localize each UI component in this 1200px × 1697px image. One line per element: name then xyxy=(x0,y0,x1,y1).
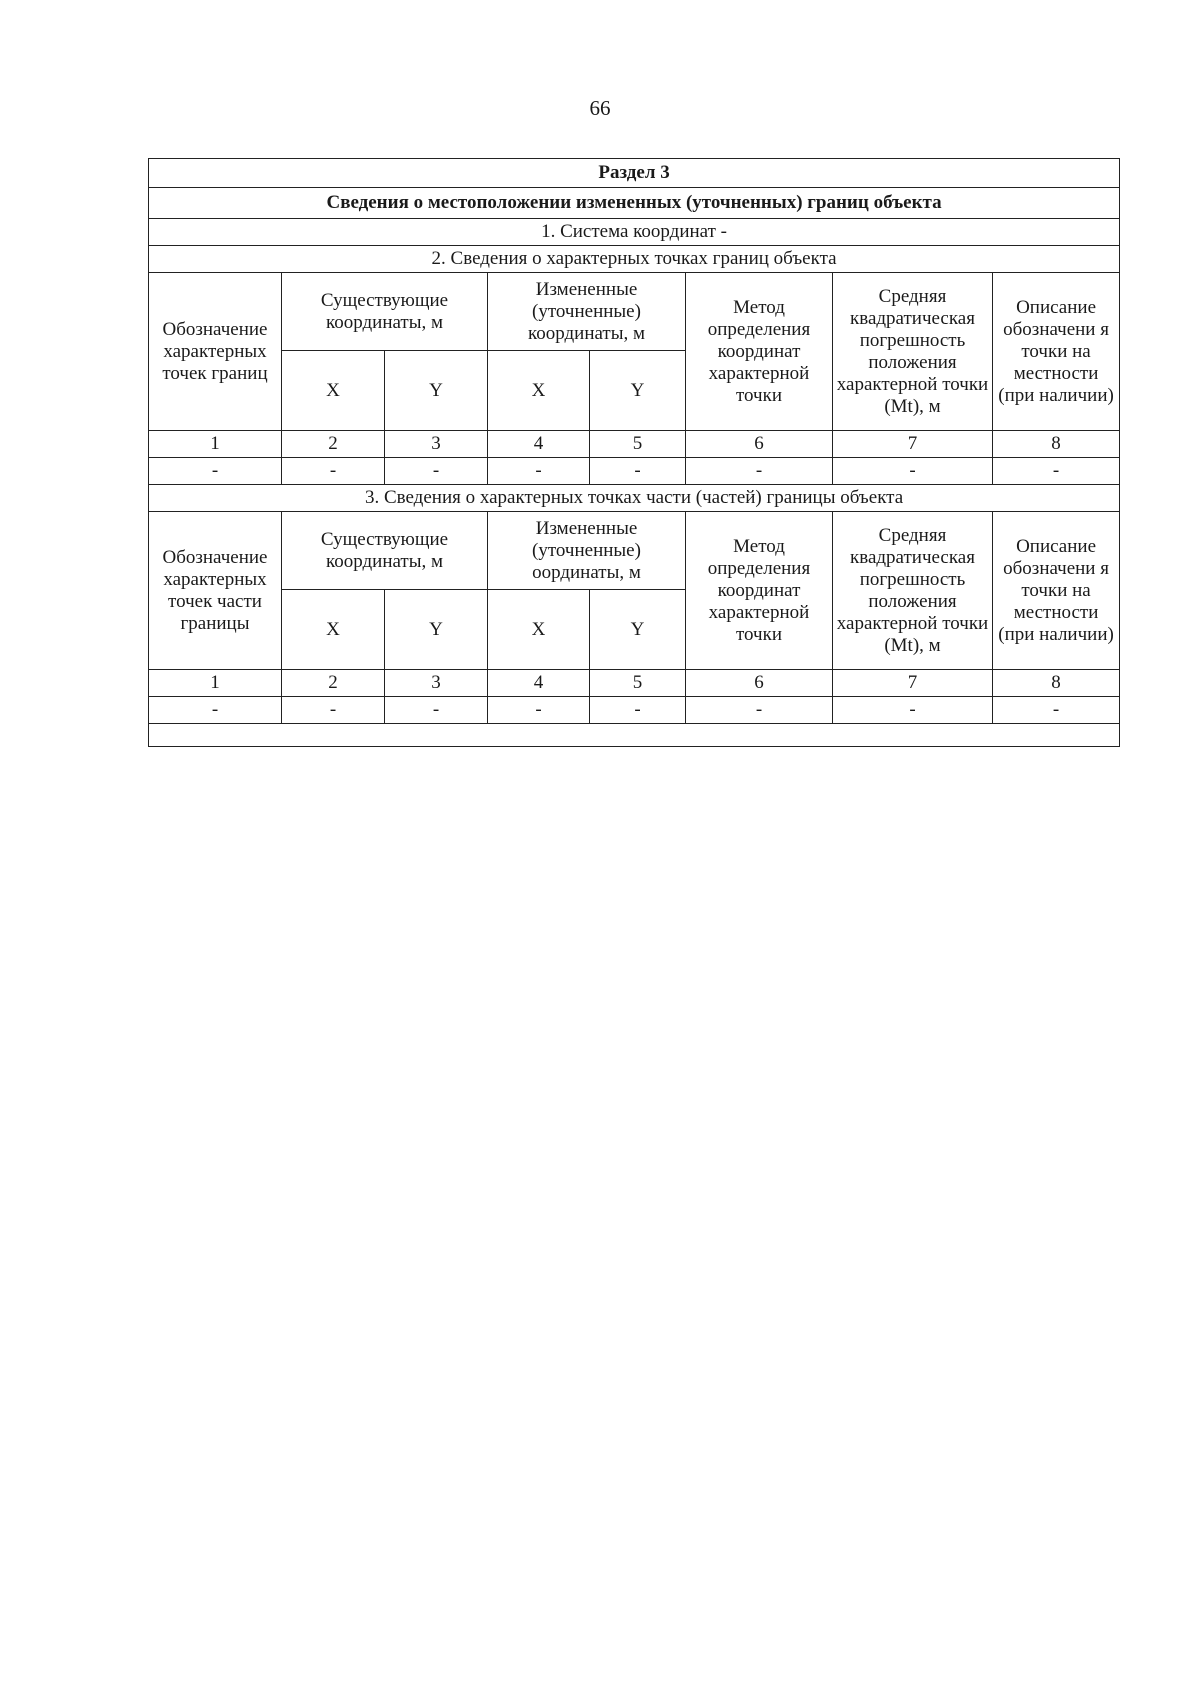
table-cell: - xyxy=(488,697,590,724)
table-cell: 5 xyxy=(590,670,686,697)
table-cell: 1 xyxy=(149,431,282,458)
part2-col-error: Средняя квадратическая погрешность положения характерной точки (Mt), м xyxy=(833,273,993,431)
table-cell: 1 xyxy=(149,670,282,697)
table-cell: - xyxy=(993,458,1120,485)
part2-existing-x: X xyxy=(282,351,385,431)
part2-value-row xyxy=(149,458,1120,485)
table-cell: 8 xyxy=(993,431,1120,458)
part3-col-error: Средняя квадратическая погрешность положения характерной точки (Mt), м xyxy=(833,512,993,670)
table-cell: - xyxy=(149,697,282,724)
table-cell: 2 xyxy=(282,670,385,697)
table-cell: 6 xyxy=(686,670,833,697)
table-cell: - xyxy=(282,458,385,485)
table-cell: - xyxy=(833,458,993,485)
part3-existing-y: Y xyxy=(385,590,488,670)
part2-col-designation: Обозначение характерных точек границ xyxy=(149,273,282,431)
table-cell: 4 xyxy=(488,431,590,458)
table-cell: 3 xyxy=(385,670,488,697)
table-cell: - xyxy=(833,697,993,724)
table-cell: 5 xyxy=(590,431,686,458)
empty-cell xyxy=(149,724,1120,747)
part2-col-existing: Существующие координаты, м xyxy=(282,273,488,351)
table-cell: - xyxy=(282,697,385,724)
table-cell: 3 xyxy=(385,431,488,458)
section-3-table xyxy=(148,158,1120,747)
table-cell: 8 xyxy=(993,670,1120,697)
part2-changed-y: Y xyxy=(590,351,686,431)
table-cell: 7 xyxy=(833,670,993,697)
part3-changed-x: X xyxy=(488,590,590,670)
part3-existing-x: X xyxy=(282,590,385,670)
section-title: Раздел 3 xyxy=(149,159,1120,188)
table-cell: - xyxy=(590,458,686,485)
table-cell: - xyxy=(590,697,686,724)
part3-col-description: Описание обозначени я точки на местности (при наличии) xyxy=(993,512,1120,670)
part2-col-changed: Измененные (уточненные) координаты, м xyxy=(488,273,686,351)
section-heading: Сведения о местоположении измененных (уточненных) границ объекта xyxy=(149,188,1120,219)
table-cell: - xyxy=(993,697,1120,724)
page-number: 66 xyxy=(589,96,611,120)
part2-number-row xyxy=(149,431,1120,458)
part2-existing-y: Y xyxy=(385,351,488,431)
part3-title: 3. Сведения о характерных точках части (частей) границы объекта xyxy=(149,485,1120,512)
part3-number-row xyxy=(149,670,1120,697)
part3-col-changed: Измененные (уточненные) оординаты, м xyxy=(488,512,686,590)
table-cell: 7 xyxy=(833,431,993,458)
table-cell: - xyxy=(385,697,488,724)
table-cell: 4 xyxy=(488,670,590,697)
table-cell: - xyxy=(385,458,488,485)
coordinate-system: 1. Система координат - xyxy=(149,219,1120,246)
part2-title: 2. Сведения о характерных точках границ объекта xyxy=(149,246,1120,273)
table-cell: - xyxy=(149,458,282,485)
table-cell: 2 xyxy=(282,431,385,458)
part3-value-row xyxy=(149,697,1120,724)
table-cell: - xyxy=(488,458,590,485)
part3-changed-y: Y xyxy=(590,590,686,670)
table-cell: - xyxy=(686,697,833,724)
part3-col-method: Метод определения координат характерной точки xyxy=(686,512,833,670)
part2-changed-x: X xyxy=(488,351,590,431)
table-cell: 6 xyxy=(686,431,833,458)
part3-col-existing: Существующие координаты, м xyxy=(282,512,488,590)
part2-col-description: Описание обозначени я точки на местности (при наличии) xyxy=(993,273,1120,431)
empty-row xyxy=(149,724,1120,747)
table-cell: - xyxy=(686,458,833,485)
part2-col-method: Метод определения координат характерной точки xyxy=(686,273,833,431)
part3-col-designation: Обозначение характерных точек части границы xyxy=(149,512,282,670)
